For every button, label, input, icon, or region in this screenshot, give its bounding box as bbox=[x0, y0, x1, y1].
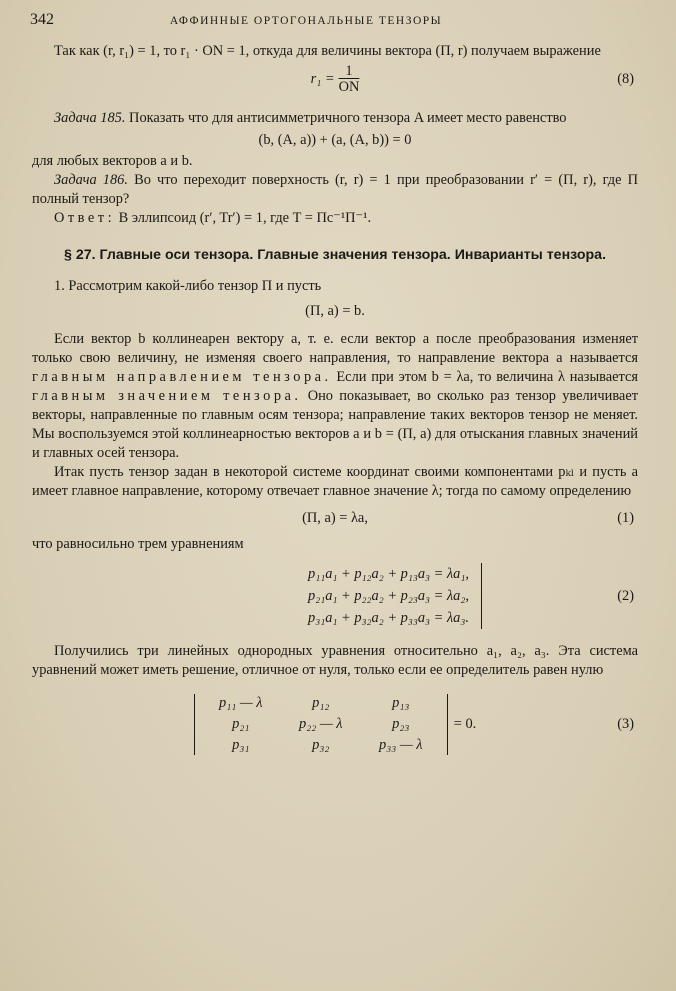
det-cell: p₁₁ — λ bbox=[219, 694, 263, 711]
det-cell: p₂₂ — λ bbox=[299, 715, 343, 732]
eq8-lhs: r₁ = bbox=[310, 70, 335, 87]
paragraph-principal bbox=[32, 330, 638, 463]
system-row-3: p₃₁a₁ + p₃₂a₂ + p₃₃a₃ = λa₃. bbox=[308, 610, 469, 626]
system-2 bbox=[308, 563, 482, 629]
para2-part-c: Оно показывает, во сколько раз тензор увеличивает векторы, направленные по главным осям тензора; направление таких векторов тензор не меняет. Мы воспользуемся этой коллинеарностью векторов a и b = (П, a) для отыскания главных значений и главных осей тензора. bbox=[32, 388, 638, 461]
section-title: § 27. Главные оси тензора. Главные значения тензора. Инварианты тензора. bbox=[63, 247, 607, 263]
det-cell: p₁₃ bbox=[392, 694, 410, 711]
page-header bbox=[32, 10, 638, 34]
det-cell: p₂₁ bbox=[232, 715, 250, 732]
para2-part-a: Если вектор b коллинеарен вектору a, т. е. если вектор a после преобразования изменяет только свою величину, не изменяя своего направления, то направление вектора a называется bbox=[32, 331, 638, 366]
task-185-label: Задача 185. bbox=[54, 110, 126, 126]
system-row-1: p₁₁a₁ + p₁₂a₂ + p₁₃a₃ = λa₁, bbox=[308, 566, 469, 582]
det-rhs: = 0. bbox=[453, 715, 477, 732]
para2-spaced-1: главным направлением тензора. bbox=[32, 369, 332, 385]
task-186-label: Задача 186. bbox=[54, 172, 128, 188]
page-number: 342 bbox=[30, 11, 54, 28]
system-2-number: (2) bbox=[617, 587, 634, 604]
after-185: для любых векторов a и b. bbox=[32, 153, 193, 169]
para2-spaced-2: главным значением тензора. bbox=[32, 388, 302, 404]
paragraph-three-equations: что равносильно трем уравнениям bbox=[32, 536, 244, 552]
task-186 bbox=[32, 171, 638, 209]
answer-text: В эллипсоид (r′, Tr′) = 1, где T = Пс⁻¹П⁻¹. bbox=[115, 210, 372, 226]
eq185-text: (b, (A, a)) + (a, (A, b)) = 0 bbox=[258, 131, 412, 148]
determinant bbox=[194, 694, 448, 755]
eq8-denominator: ON bbox=[338, 78, 360, 95]
equation-pab bbox=[32, 296, 638, 326]
running-title: АФФИННЫЕ ОРТОГОНАЛЬНЫЕ ТЕНЗОРЫ bbox=[169, 15, 443, 27]
paragraph-components: Итак пусть тензор задан в некоторой системе координат своими компонентами pₖₗ и пусть a имеет главное направление, которому отвечает главное значение λ; тогда по самому определению bbox=[32, 464, 638, 499]
eq1-number: (1) bbox=[617, 509, 634, 526]
eq8-fraction bbox=[339, 64, 360, 95]
equation-185 bbox=[32, 128, 638, 152]
eq-pab-text: (П, a) = b. bbox=[305, 302, 365, 319]
task-185-text: Показать что для антисимметричного тензора A имеет место равенство bbox=[125, 110, 567, 126]
det-cell: p₁₂ bbox=[312, 694, 330, 711]
task-185 bbox=[32, 109, 638, 128]
det-cell: p₂₃ bbox=[392, 715, 410, 732]
answer bbox=[32, 209, 638, 228]
answer-label: Ответ: bbox=[54, 210, 116, 226]
item-1: 1. Рассмотрим какой-либо тензор П и пусть bbox=[54, 278, 322, 294]
paragraph-homogeneous: Получились три линейных однородных уравнения относительно a₁, a₂, a₃. Эта система уравнений может иметь решение, отличное от нуля, только если ее определитель равен нулю bbox=[32, 643, 638, 678]
eq8-number: (8) bbox=[617, 70, 634, 87]
eq1-text: (П, a) = λa, bbox=[302, 509, 368, 526]
equation-system-2 bbox=[32, 560, 638, 632]
paragraph-intro: Так как (r, r₁) = 1, то r₁ · ON = 1, откуда для величины вектора (П, r) получаем выражение bbox=[54, 43, 601, 59]
equation-determinant-3 bbox=[32, 686, 638, 762]
para2-part-b: Если при этом b = λa, то величина λ называется bbox=[331, 369, 638, 385]
equation-1 bbox=[32, 501, 638, 535]
det-number: (3) bbox=[617, 715, 634, 732]
det-cell: p₃₁ bbox=[232, 736, 250, 753]
det-cell: p₃₃ — λ bbox=[379, 736, 423, 753]
det-cell: p₃₂ bbox=[312, 736, 330, 753]
system-row-2: p₂₁a₁ + p₂₂a₂ + p₂₃a₃ = λa₂, bbox=[308, 588, 469, 604]
equation-8 bbox=[32, 61, 638, 97]
task-186-text: Во что переходит поверхность (r, r) = 1 при преобразовании r′ = (П, r), где П полный тензор? bbox=[32, 172, 639, 207]
eq8-numerator: 1 bbox=[345, 62, 353, 79]
